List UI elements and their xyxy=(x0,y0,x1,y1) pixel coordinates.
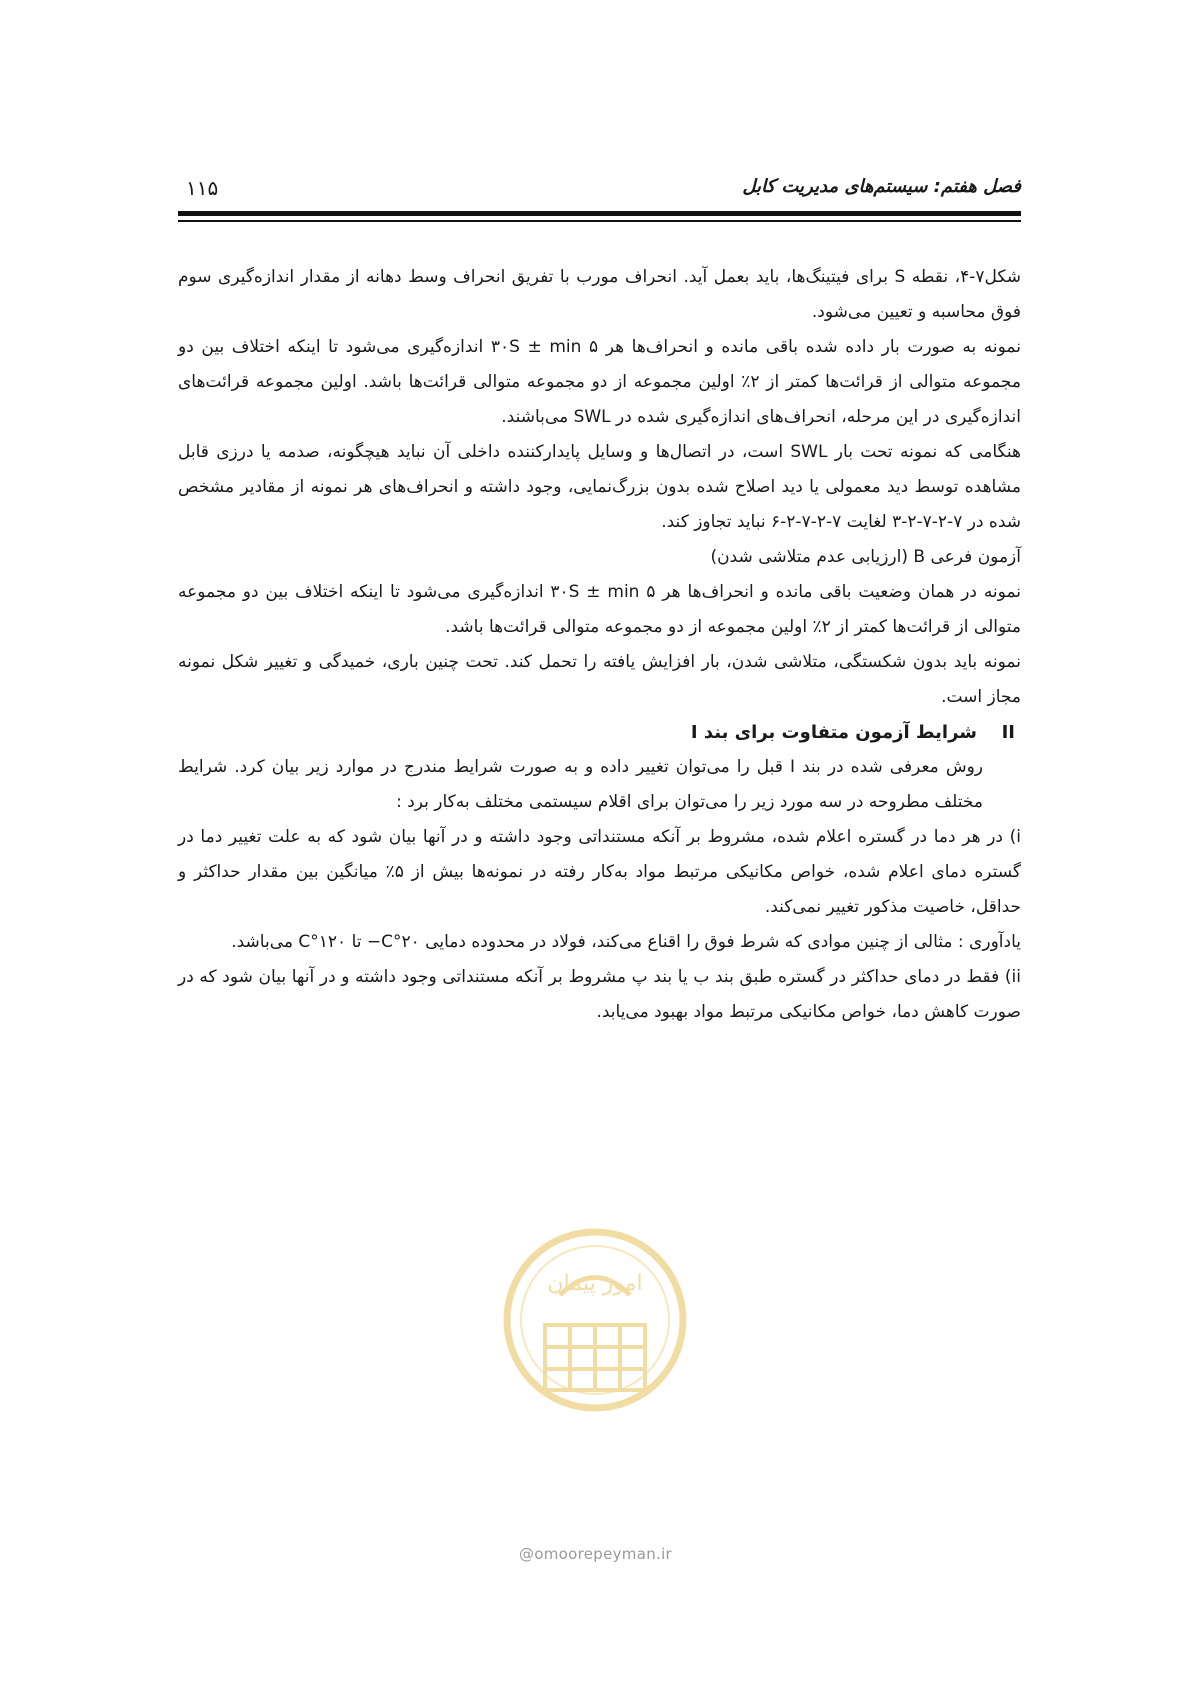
section-heading xyxy=(178,715,1021,750)
section-number: II xyxy=(1001,722,1015,743)
header-rule-thin xyxy=(178,220,1021,222)
page-number: ۱۱۵ xyxy=(186,176,219,200)
header-rule-thick xyxy=(178,211,1021,216)
chapter-title: فصل هفتم: سیستم‌های مدیریت کابل xyxy=(742,176,1021,197)
paragraph: هنگامی که نمونه تحت بار SWL است، در اتصال‌ها و وسایل پایدارکننده داخلی آن نباید هیچگونه، صدمه یا درزی قابل مشاهده توسط دید معمولی یا دید اصلاح شده بدون بزرگ‌نمایی، وجود داشته و انحراف‌های هر نمونه از مقادیر مشخص شده در ۷-۲-۷-۲-۳ لغایت ۷-۲-۷-۲-۶ نباید تجاوز کند. xyxy=(178,442,1021,532)
section-title: شرایط آزمون متفاوت برای بند I xyxy=(690,722,977,743)
paragraph: روش معرفی شده در بند I قبل را می‌توان تغییر داده و به صورت شرایط مندرج در موارد زیر بیان کرد. شرایط مختلف مطروحه در سه مورد زیر را می‌توان برای اقلام سیستمی مختلف به‌کار برد : xyxy=(178,757,983,812)
paragraph: نمونه در همان وضعیت باقی مانده و انحراف‌ها هر ۳۰S ± min ۵ اندازه‌گیری می‌شود تا اینکه اختلاف بین دو مجموعه متوالی از قرائت‌ها کمتر از ۲٪ اولین مجموعه از دو مجموعه متوالی قرائت‌ها باشد. xyxy=(178,582,1022,637)
publisher-watermark-logo xyxy=(500,1225,690,1425)
watermark-text: امور پیمان xyxy=(547,1271,643,1296)
paragraph: شکل۷-۴، نقطه S برای فیتینگ‌ها، باید بعمل آید. انحراف مورب با تفریق انحراف وسط دهانه از مقدار اندازه‌گیری سوم فوق محاسبه و تعیین می‌شود. xyxy=(178,267,1022,322)
list-item: i) در هر دما در گستره اعلام شده، مشروط بر آنکه مستنداتی وجود داشته و در آنها بیان شود که به علت تغییر دما در گستره دمای اعلام شده، خواص مکانیکی مرتبط مواد به‌کار رفته در نمونه‌ها بیش از ۵٪ میانگین بین مقدار حداکثر و حداقل، خاصیت مذکور تغییر نمی‌کند. xyxy=(178,827,1021,917)
list-item: ii) فقط در دمای حداکثر در گستره طبق بند ب یا بند پ مشروط بر آنکه مستنداتی وجود داشته و در آنها بیان شود که در صورت کاهش دما، خواص مکانیکی مرتبط مواد بهبود می‌یابد. xyxy=(178,967,1021,1022)
note: یادآوری : مثالی از چنین موادی که شرط فوق را اقناع می‌کند، فولاد در محدوده دمایی ۲۰°C− تا ۱۲۰°C می‌باشد. xyxy=(231,932,1021,952)
page-body xyxy=(178,260,1021,1030)
footer-url: @omoorepeyman.ir xyxy=(518,1545,673,1563)
paragraph: آزمون فرعی B (ارزیابی عدم متلاشی شدن) xyxy=(710,547,1021,567)
paragraph: نمونه به صورت بار داده شده باقی مانده و انحراف‌ها هر ۳۰S ± min ۵ اندازه‌گیری می‌شود تا اینکه اختلاف بین دو مجموعه متوالی از قرائت‌ها کمتر از ۲٪ اولین مجموعه از دو مجموعه متوالی قرائت‌ها باشد. اولین مجموعه قرائت‌های اندازه‌گیری در این مرحله، انحراف‌های اندازه‌گیری شده در SWL می‌باشند. xyxy=(178,337,1021,427)
paragraph: نمونه باید بدون شکستگی، متلاشی شدن، بار افزایش یافته را تحمل کند. تحت چنین باری، خمیدگی و تغییر شکل نمونه مجاز است. xyxy=(178,652,1021,707)
page-header xyxy=(178,176,1021,206)
